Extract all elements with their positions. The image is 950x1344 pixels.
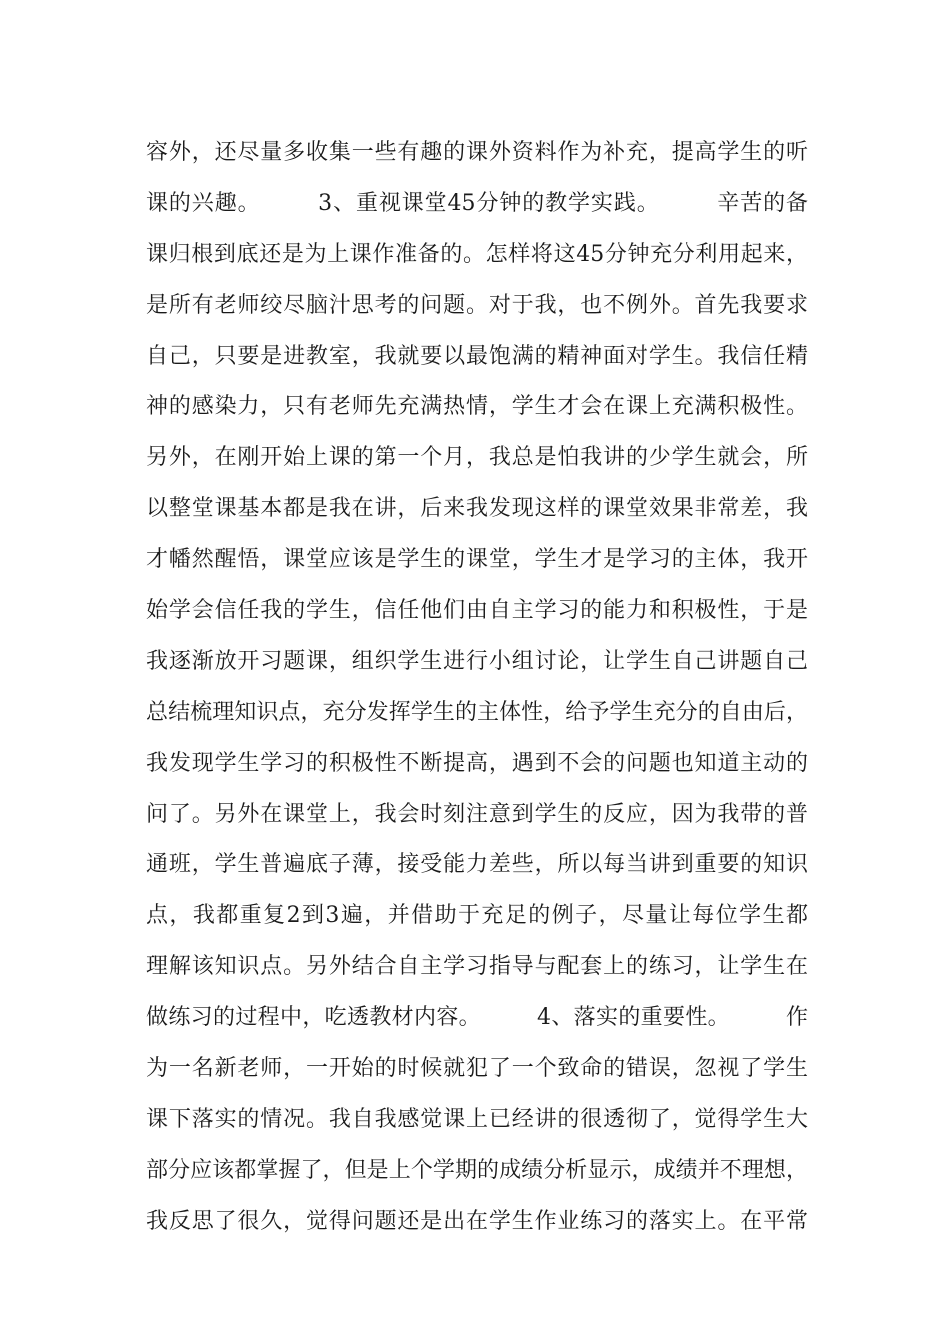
text-line: 通班，学生普遍底子薄，接受能力差些，所以每当讲到重要的知识 (146, 852, 808, 878)
text-line: 课下落实的情况。我自我感觉课上已经讲的很透彻了，觉得学生大 (146, 1106, 808, 1132)
text-line: 始学会信任我的学生，信任他们由自主学习的能力和积极性，于是 (146, 598, 808, 624)
text-line: 神的感染力，只有老师先充满热情，学生才会在课上充满积极性。 (146, 394, 808, 420)
text-line: 以整堂课基本都是我在讲，后来我发现这样的课堂效果非常差，我 (146, 496, 808, 522)
text-line: 理解该知识点。另外结合自主学习指导与配套上的练习，让学生在 (146, 954, 808, 980)
text-line: 是所有老师绞尽脑汁思考的问题。对于我，也不例外。首先我要求 (146, 292, 808, 318)
text-line: 我发现学生学习的积极性不断提高，遇到不会的问题也知道主动的 (146, 750, 808, 776)
text-line: 容外，还尽量多收集一些有趣的课外资料作为补充，提高学生的听 (146, 140, 808, 165)
text-line: 做练习的过程中，吃透教材内容。 4、落实的重要性。 作 (146, 1005, 808, 1031)
text-line: 问了。另外在课堂上，我会时刻注意到学生的反应，因为我带的普 (146, 801, 808, 827)
text-line: 课归根到底还是为上课作准备的。怎样将这45分钟充分利用起来， (146, 241, 808, 267)
text-line: 我逐渐放开习题课，组织学生进行小组讨论，让学生自己讲题自己 (146, 648, 808, 674)
text-line: 我反思了很久，觉得问题还是出在学生作业练习的落实上。在平常 (146, 1208, 808, 1234)
text-line: 才幡然醒悟，课堂应该是学生的课堂，学生才是学习的主体，我开 (146, 547, 808, 573)
text-line: 自己，只要是进教室，我就要以最饱满的精神面对学生。我信任精 (146, 343, 808, 369)
text-line: 部分应该都掌握了，但是上个学期的成绩分析显示，成绩并不理想， (146, 1157, 808, 1183)
text-line: 为一名新老师，一开始的时候就犯了一个致命的错误，忽视了学生 (146, 1056, 808, 1082)
text-line: 总结梳理知识点，充分发挥学生的主体性，给予学生充分的自由后， (146, 699, 808, 725)
text-line: 另外，在刚开始上课的第一个月，我总是怕我讲的少学生就会，所 (146, 445, 808, 471)
text-line: 点，我都重复2到3遍，并借助于充足的例子，尽量让每位学生都 (146, 903, 808, 929)
text-line: 课的兴趣。 3、重视课堂45分钟的教学实践。 辛苦的备 (146, 190, 808, 216)
body-text (146, 128, 808, 1248)
